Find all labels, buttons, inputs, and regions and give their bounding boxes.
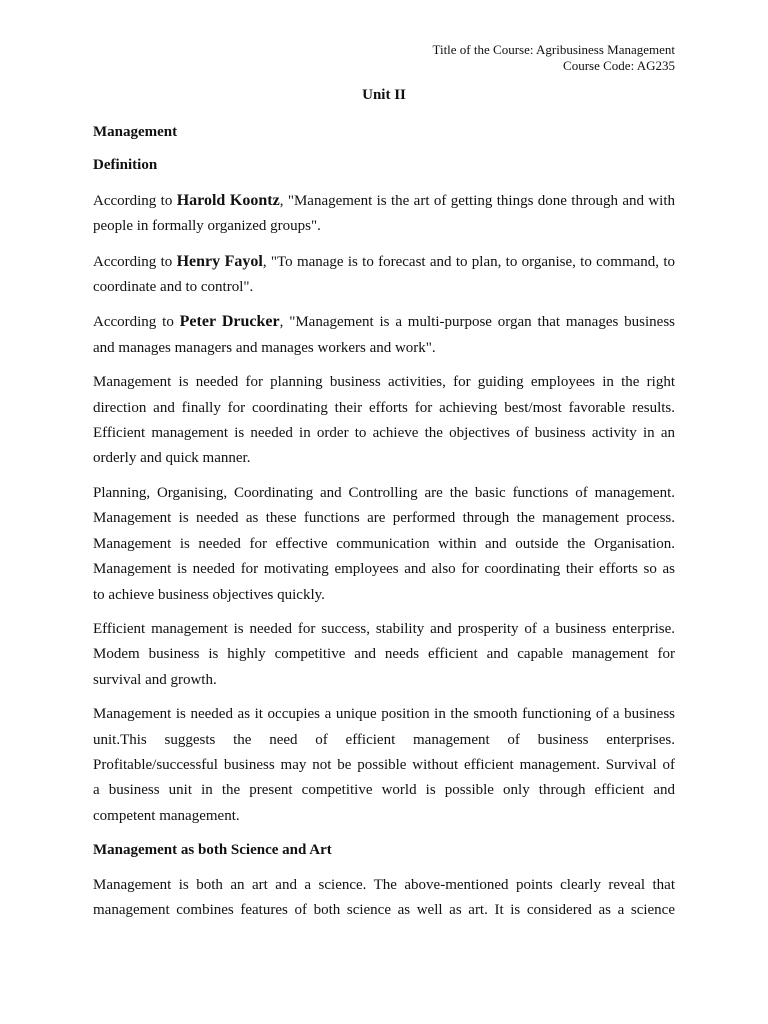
paragraph-line: Efficient management is needed for success, stability and prosperity of a business enterprise. [93,620,675,637]
paragraph-line: Management is both an art and a science. The above-mentioned points clearly reveal that [93,876,675,893]
paragraph-need-for-management [93,370,675,472]
heading-science-art: Management as both Science and Art [93,842,332,859]
paragraph-science-art [93,873,675,924]
definition-koontz [93,188,675,240]
definition-prefix: According to [93,253,177,270]
paragraph-line: survival and growth. [93,671,217,688]
paragraph-efficiency [93,617,675,693]
paragraph-functions [93,481,675,608]
course-code: Course Code: AG235 [563,58,675,73]
paragraph-line: Management is needed for motivating employees and also for coordinating their efforts so as [93,561,675,578]
definition-drucker [93,309,675,361]
paragraph-line: a business unit in the present competitive world is possible only through efficient and [93,782,675,799]
paragraph-line: Management is needed for planning business activities, for guiding employees in the right [93,374,675,391]
unit-title: Unit II [362,87,406,103]
author-name: Harold Koontz [176,191,280,209]
heading-management: Management [93,124,178,140]
heading-definition: Definition [93,157,158,174]
course-title: Title of the Course: Agribusiness Management [432,42,675,57]
paragraph-line: unit.This suggests the need of efficient management of business enterprises. [93,731,675,748]
document-body [93,120,675,932]
paragraph-unique-position [93,702,675,829]
paragraph-line: Management is needed as it occupies a unique position in the smooth functioning of a business [93,706,675,723]
definition-text: , "Management is a multi-purpose organ that manages business [279,314,676,331]
author-name: Peter Drucker [179,313,280,331]
paragraph-line: Planning, Organising, Coordinating and Controlling are the basic functions of management. [93,484,675,501]
paragraph-line: competent management. [93,807,240,824]
paragraph-line: orderly and quick manner. [93,450,251,467]
paragraph-line: Management is needed for effective communication within and outside the Organisation. [93,535,675,552]
paragraph-line: direction and finally for coordinating their efforts for achieving best/most favorable results. [93,399,675,416]
paragraph-line: to achieve business objectives quickly. [93,586,325,603]
author-name: Henry Fayol [176,252,263,270]
definition-text: people in formally organized groups". [93,218,321,235]
course-header [432,42,675,74]
paragraph-line: Profitable/successful business may not be possible without efficient management. Survival of [93,756,675,773]
definition-prefix: According to [93,314,180,331]
paragraph-line: Management is needed as these functions are performed through the management process. [93,510,675,527]
definition-fayol [93,249,675,301]
definition-text: , "To manage is to forecast and to plan, to organise, to command, to [262,253,675,270]
definition-text: and manages managers and manages workers and work". [93,339,436,356]
paragraph-line: management combines features of both science as well as art. It is considered as a science [93,901,675,918]
paragraph-line: Modem business is highly competitive and needs efficient and capable management for [93,646,675,663]
definition-prefix: According to [93,192,177,209]
definition-text: coordinate and to control". [93,279,254,296]
definition-text: , "Management is the art of getting things done through and with [279,192,676,209]
paragraph-line: Efficient management is needed in order to achieve the objectives of business activity in an [93,425,675,442]
